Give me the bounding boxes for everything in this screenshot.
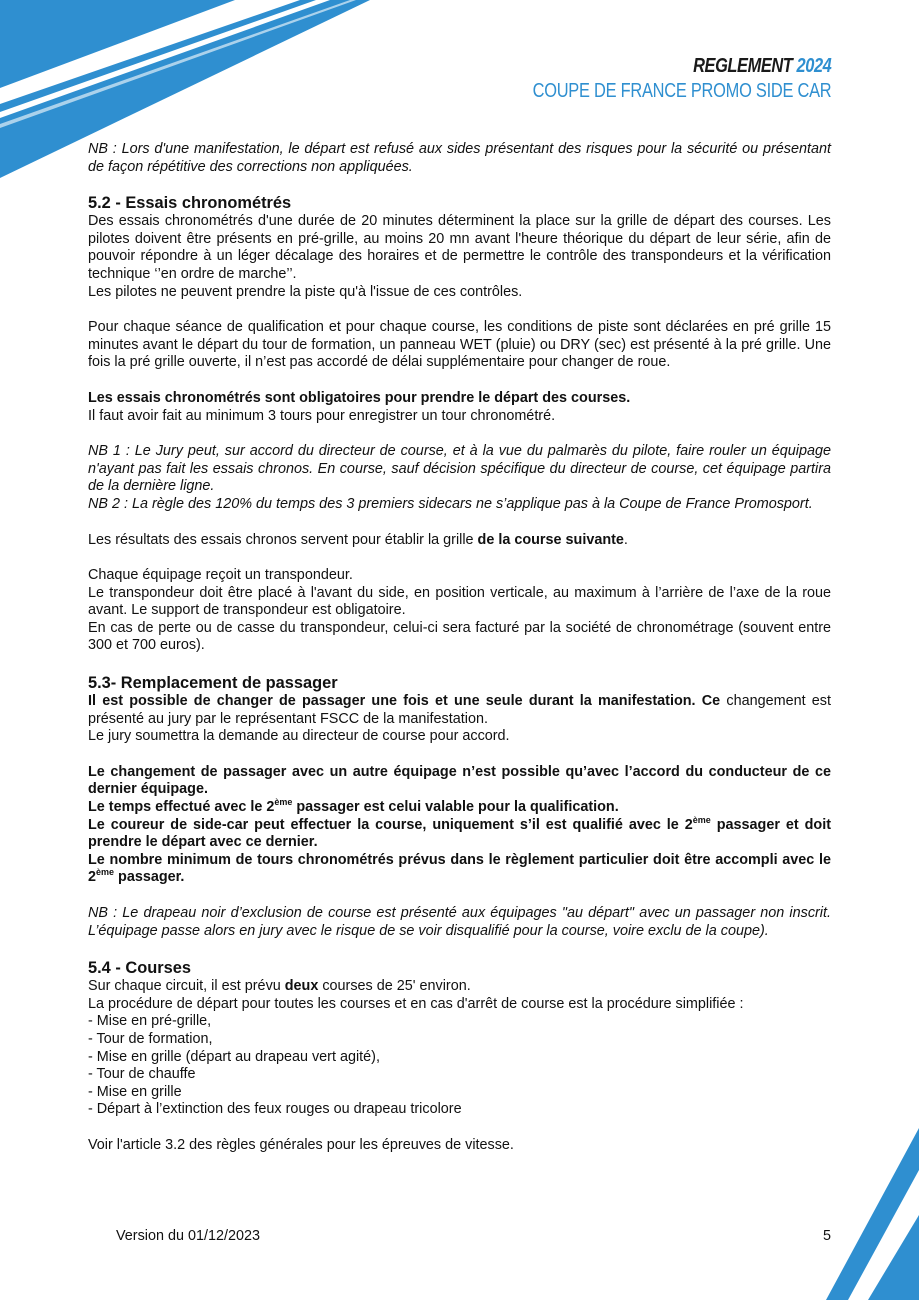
s53-b2-a: Le temps effectué avec le 2 xyxy=(88,799,275,816)
s53-b2-sup: ème xyxy=(274,797,293,808)
footer-version: Version du 01/12/2023 xyxy=(116,1228,261,1244)
s54-p1-start: Sur chaque circuit, il est prévu xyxy=(88,978,285,995)
s54-list-item: - Mise en grille xyxy=(88,1083,182,1100)
section-5-3-title: 5.3- Remplacement de passager xyxy=(88,674,338,693)
intro-nb: NB : Lors d'une manifestation, le départ est refusé aux sides présentant des risques pour la sécurité ou présentant de façon répétitive des corrections non appliquées. xyxy=(88,141,831,175)
s53-b4-sup: ème xyxy=(96,867,115,878)
s53-bold-2 xyxy=(88,799,831,817)
s52-paragraph-9: En cas de perte ou de casse du transpondeur, celui-ci sera facturé par la société de chronométrage (souvent entre 300 et 700 euros). xyxy=(88,619,831,654)
s53-nb: NB : Le drapeau noir d’exclusion de course est présenté aux équipages "au départ" avec un passager non inscrit. L’équipage passe alors en jury avec le risque de se voir disqualifié pour la course, voire exclu de la coupe). xyxy=(88,905,831,939)
s54-list-item: - Tour de formation, xyxy=(88,1030,213,1047)
s52-paragraph-3: Pour chaque séance de qualification et pour chaque course, les conditions de piste sont déclarées en pré grille 15 minutes avant le départ du tour de formation, un panneau WET (pluie) ou DRY (sec) est présenté à la pré grille. Une fois la pré grille ouverte, il n’est pas accordé de délai supplémentaire pour changer de roue. xyxy=(88,319,831,371)
s52-p6-bold: de la course suivante xyxy=(477,531,624,548)
document-header xyxy=(467,56,831,101)
s54-paragraph-1 xyxy=(88,978,831,996)
s53-bold-1: Le changement de passager avec un autre équipage n’est possible qu’avec l’accord du conducteur de ce dernier équipage. xyxy=(88,763,831,798)
s52-p6-end: . xyxy=(623,531,628,548)
s53-b2-b: passager est celui valable pour la qualification. xyxy=(292,799,619,816)
s52-nb-1: NB 1 : Le Jury peut, sur accord du directeur de course, et à la vue du palmarès du pilote, faire rouler un équipage n'ayant pas fait les essais chronos. En course, sauf décision spécifique du directeur de course, cet équipage partira de la dernière ligne. xyxy=(88,443,831,495)
s53-b3-a: Le coureur de side-car peut effectuer la course, uniquement s’il est qualifié avec le 2 xyxy=(88,816,693,833)
s53-bold-4 xyxy=(88,852,831,887)
s54-paragraph-3: Voir l'article 3.2 des règles générales pour les épreuves de vitesse. xyxy=(88,1136,514,1153)
s54-list-item: - Tour de chauffe xyxy=(88,1066,196,1083)
header-title-year: 2024 xyxy=(796,55,831,77)
s52-paragraph-1: Des essais chronométrés d'une durée de 20 minutes déterminent la place sur la grille de départ des courses. Les pilotes doivent être présents en pré-grille, au moins 20 mn avant l'heure théorique du départ de leur série, afin de pouvoir répondre à un léger décalage des horaires et de permettre le contrôle des transpondeurs et la vérification technique ‘’en ordre de marche’’. xyxy=(88,213,831,282)
s53-p1-bold: Il est possible de changer de passager une fois et une seule durant la manifestation. Ce xyxy=(88,693,721,710)
s52-nb-2: NB 2 : La règle des 120% du temps des 3 premiers sidecars ne s’applique pas à la Coupe de France Promosport. xyxy=(88,495,813,512)
s52-paragraph-2: Les pilotes ne peuvent prendre la piste qu'à l'issue de ces contrôles. xyxy=(88,283,523,300)
document-body xyxy=(88,141,831,1155)
s53-bold-3 xyxy=(88,814,831,852)
page-footer xyxy=(116,1228,831,1244)
s54-p1-bold: deux xyxy=(284,978,319,995)
s53-b4-a: Le nombre minimum de tours chronométrés prévus dans le règlement particulier doit être accompli avec le 2 xyxy=(88,851,831,886)
s52-paragraph-7: Chaque équipage reçoit un transpondeur. xyxy=(88,567,353,584)
s53-b3-b: passager et doit prendre le départ avec ce dernier. xyxy=(88,816,831,851)
s53-b3-sup: ème xyxy=(692,814,711,825)
header-title xyxy=(532,56,831,76)
s52-paragraph-8: Le transpondeur doit être placé à l'avant du side, en position verticale, au maximum à l’arrière de l’axe de la roue avant. Le support de transpondeur est obligatoire. xyxy=(88,584,831,619)
s54-list-item: - Mise en pré-grille, xyxy=(88,1013,212,1030)
s54-paragraph-2: La procédure de départ pour toutes les courses et en cas d'arrêt de course est la procédure simplifiée : xyxy=(88,995,744,1012)
s53-paragraph-1 xyxy=(88,693,831,728)
page-number: 5 xyxy=(822,1228,831,1244)
s53-p1-rest: changement est présenté au jury par le représentant FSCC de la manifestation. xyxy=(88,693,831,727)
section-5-4-title: 5.4 - Courses xyxy=(88,959,191,978)
s52-paragraph-4: Les essais chronométrés sont obligatoires pour prendre le départ des courses. xyxy=(88,389,631,406)
s52-paragraph-6 xyxy=(88,532,831,550)
s53-paragraph-2: Le jury soumettra la demande au directeur de course pour accord. xyxy=(88,728,510,745)
header-subtitle: COUPE DE FRANCE PROMO SIDE CAR xyxy=(532,80,831,102)
s52-paragraph-5: Il faut avoir fait au minimum 3 tours pour enregistrer un tour chronométré. xyxy=(88,407,556,424)
s54-list-item: - Mise en grille (départ au drapeau vert agité), xyxy=(88,1048,380,1065)
s53-b4-b: passager. xyxy=(114,869,185,886)
header-title-word: REGLEMENT xyxy=(692,55,792,77)
s52-p6-start: Les résultats des essais chronos servent pour établir la grille xyxy=(88,531,478,548)
s54-p1-end: courses de 25' environ. xyxy=(318,978,471,995)
section-5-2-title: 5.2 - Essais chronométrés xyxy=(88,194,292,213)
s54-list-item: - Départ à l’extinction des feux rouges ou drapeau tricolore xyxy=(88,1101,462,1118)
